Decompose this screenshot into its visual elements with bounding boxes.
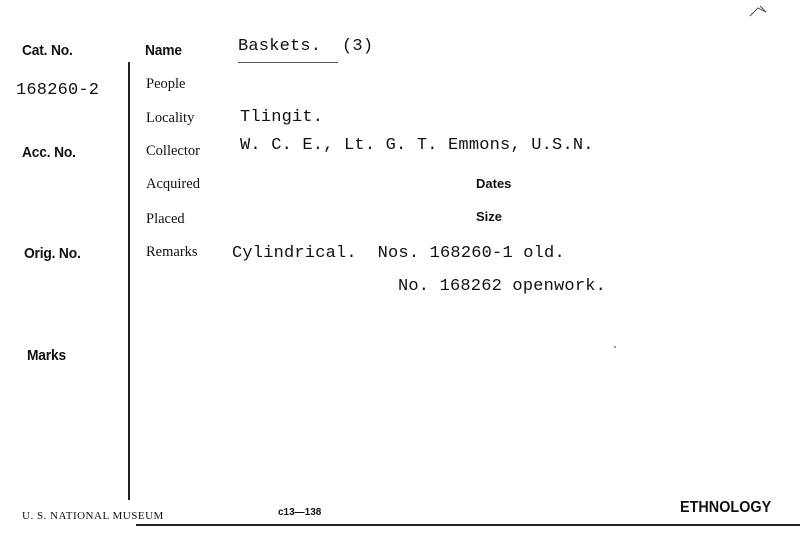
people-label: People (146, 76, 186, 92)
name-value: Baskets. (3) (238, 37, 374, 56)
corner-pencil-mark (748, 2, 770, 20)
collector-label: Collector (146, 143, 200, 159)
department-label: ETHNOLOGY (680, 499, 772, 516)
speck (614, 346, 616, 348)
locality-value: Tlingit. (240, 108, 324, 127)
cat-no-label: Cat. No. (22, 42, 73, 59)
marks-label: Marks (27, 347, 66, 364)
dates-label: Dates (476, 176, 512, 191)
remarks-line-2: No. 168262 openwork. (398, 277, 607, 296)
name-label: Name (145, 42, 182, 59)
collector-value: W. C. E., Lt. G. T. Emmons, U.S.N. (240, 136, 594, 155)
cat-no-value: 168260-2 (16, 81, 100, 100)
acc-no-label: Acc. No. (22, 144, 76, 161)
locality-label: Locality (146, 110, 195, 126)
form-number: c13—138 (278, 507, 322, 518)
acquired-label: Acquired (146, 176, 200, 192)
placed-label: Placed (146, 211, 185, 227)
footer-rule (136, 524, 800, 526)
remarks-label: Remarks (146, 244, 198, 260)
orig-no-label: Orig. No. (24, 245, 81, 262)
column-divider (128, 62, 130, 500)
remarks-line-1: Cylindrical. Nos. 168260-1 old. (232, 244, 565, 263)
museum-name: U. S. NATIONAL MUSEUM (22, 510, 164, 522)
size-label: Size (476, 209, 503, 224)
name-underline (238, 62, 338, 63)
